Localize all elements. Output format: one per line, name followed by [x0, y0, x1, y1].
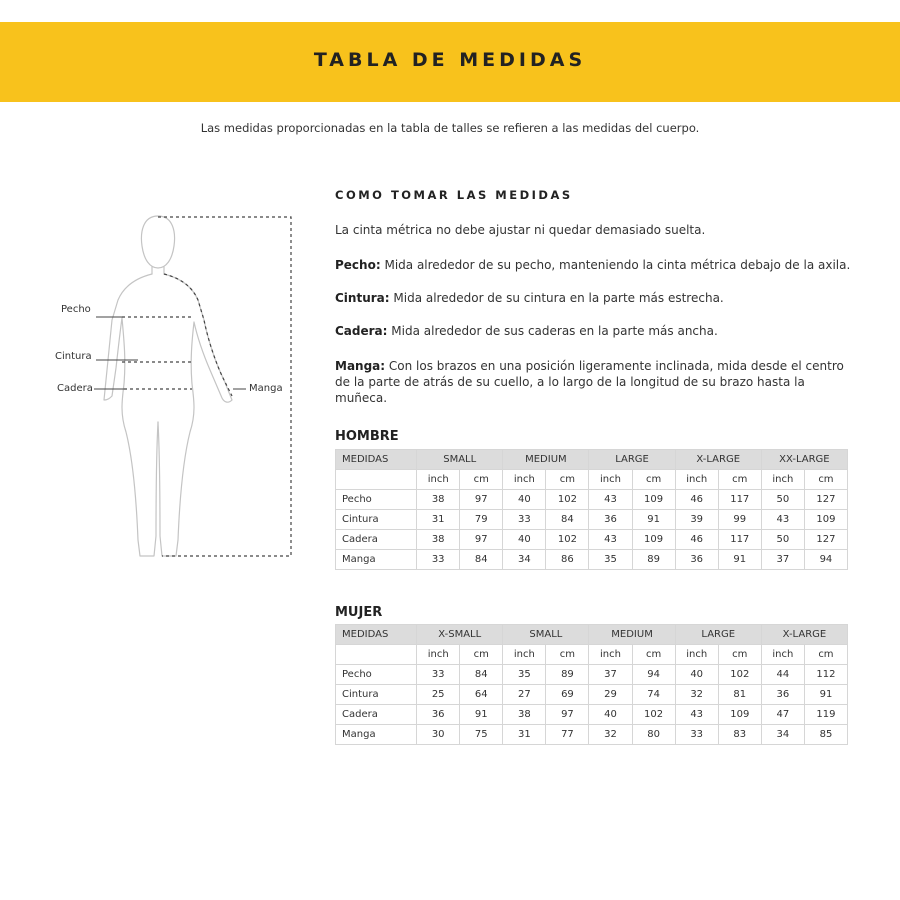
unit-label: cm: [804, 470, 847, 490]
table-cell: 27: [503, 685, 546, 705]
table-cell: 112: [804, 665, 847, 685]
table-cell: 35: [503, 665, 546, 685]
table-cell: 74: [632, 685, 675, 705]
table-cell: 99: [718, 510, 761, 530]
table-cell: 35: [589, 550, 632, 570]
row-label: Cadera: [336, 530, 417, 550]
table-cell: 50: [761, 490, 804, 510]
intro-text: Las medidas proporcionadas en la tabla de talles se refieren a las medidas del cuerpo.: [200, 121, 700, 135]
guide-item-pecho: [335, 257, 855, 273]
table-cell: 69: [546, 685, 589, 705]
table-cell: 38: [417, 530, 460, 550]
table-header-row: [336, 625, 848, 645]
row-label: Pecho: [336, 665, 417, 685]
table-cell: 43: [589, 490, 632, 510]
size-header: XX-LARGE: [761, 450, 847, 470]
table-cell: 34: [503, 550, 546, 570]
table-cell: 38: [417, 490, 460, 510]
table-header-row: [336, 450, 848, 470]
size-header: X-LARGE: [675, 450, 761, 470]
table-cell: 102: [718, 665, 761, 685]
table-cell: 75: [460, 725, 503, 745]
unit-label: cm: [546, 645, 589, 665]
table-cell: 33: [503, 510, 546, 530]
table-cell: 83: [718, 725, 761, 745]
guide-title: COMO TOMAR LAS MEDIDAS: [335, 188, 573, 202]
table-cell: 84: [546, 510, 589, 530]
guide-text: Mida alrededor de su pecho, manteniendo la cinta métrica debajo de la axila.: [384, 258, 851, 272]
table-cell: 36: [675, 550, 718, 570]
table-cell: 117: [718, 530, 761, 550]
table-cell: 37: [761, 550, 804, 570]
table-cell: 109: [718, 705, 761, 725]
size-header: LARGE: [589, 450, 675, 470]
table-row: [336, 510, 848, 530]
unit-label: inch: [675, 470, 718, 490]
table-cell: 33: [417, 550, 460, 570]
table-cell: 102: [546, 530, 589, 550]
table-cell: 79: [460, 510, 503, 530]
row-label: Cintura: [336, 685, 417, 705]
blank-cell: [336, 645, 417, 665]
guide-item-cadera: [335, 323, 855, 339]
unit-label: cm: [460, 645, 503, 665]
table-row: [336, 490, 848, 510]
guide-text: Mida alrededor de su cintura en la parte más estrecha.: [393, 291, 724, 305]
table-cell: 43: [589, 530, 632, 550]
unit-label: cm: [718, 645, 761, 665]
size-table-mujer: [335, 624, 848, 745]
unit-label: inch: [761, 470, 804, 490]
table-cell: 30: [417, 725, 460, 745]
table-cell: 43: [761, 510, 804, 530]
table-cell: 102: [546, 490, 589, 510]
size-header: MEDIUM: [589, 625, 675, 645]
table-row: [336, 530, 848, 550]
table-cell: 32: [589, 725, 632, 745]
table-cell: 33: [675, 725, 718, 745]
unit-label: inch: [503, 470, 546, 490]
table-cell: 31: [503, 725, 546, 745]
table-cell: 91: [804, 685, 847, 705]
unit-row: [336, 645, 848, 665]
page-title: TABLA DE MEDIDAS: [313, 49, 587, 71]
row-label: Pecho: [336, 490, 417, 510]
table-cell: 40: [589, 705, 632, 725]
guide-term: Cintura:: [335, 291, 390, 305]
table-cell: 91: [632, 510, 675, 530]
guide-text: Con los brazos en una posición ligeramente inclinada, mida desde el centro de la parte de atrás de su cuello, a lo largo de la longitud de su brazo hasta la muñeca.: [335, 359, 844, 405]
table-cell: 29: [589, 685, 632, 705]
unit-row: [336, 470, 848, 490]
size-table-hombre: [335, 449, 848, 570]
figure-label-manga: Manga: [249, 383, 283, 394]
table-cell: 127: [804, 490, 847, 510]
unit-label: cm: [546, 470, 589, 490]
table-row: [336, 725, 848, 745]
guide-note: La cinta métrica no debe ajustar ni quedar demasiado suelta.: [335, 223, 706, 237]
table-cell: 44: [761, 665, 804, 685]
table-cell: 86: [546, 550, 589, 570]
table-cell: 81: [718, 685, 761, 705]
size-header: SMALL: [417, 450, 503, 470]
table-cell: 109: [632, 530, 675, 550]
table-cell: 36: [589, 510, 632, 530]
guide-term: Cadera:: [335, 324, 388, 338]
table-row: [336, 705, 848, 725]
table-cell: 80: [632, 725, 675, 745]
table-cell: 91: [718, 550, 761, 570]
unit-label: cm: [632, 470, 675, 490]
table-cell: 50: [761, 530, 804, 550]
size-header: SMALL: [503, 625, 589, 645]
unit-label: cm: [460, 470, 503, 490]
table-cell: 47: [761, 705, 804, 725]
row-label: Cintura: [336, 510, 417, 530]
guide-text: Mida alrededor de sus caderas en la parte más ancha.: [391, 324, 718, 338]
size-header: MEDIUM: [503, 450, 589, 470]
table-cell: 85: [804, 725, 847, 745]
blank-cell: [336, 470, 417, 490]
guide-item-manga: [335, 358, 855, 406]
guide-term: Manga:: [335, 359, 386, 373]
table-cell: 43: [675, 705, 718, 725]
table-cell: 91: [460, 705, 503, 725]
size-header: X-SMALL: [417, 625, 503, 645]
table-cell: 102: [632, 705, 675, 725]
table-cell: 32: [675, 685, 718, 705]
unit-label: inch: [761, 645, 804, 665]
table-cell: 64: [460, 685, 503, 705]
table-cell: 36: [761, 685, 804, 705]
figure-label-cintura: Cintura: [55, 351, 92, 362]
table-cell: 31: [417, 510, 460, 530]
row-label: Manga: [336, 725, 417, 745]
table-cell: 94: [632, 665, 675, 685]
guide-item-cintura: [335, 290, 855, 306]
row-label: Manga: [336, 550, 417, 570]
table-cell: 40: [675, 665, 718, 685]
table-cell: 40: [503, 490, 546, 510]
table-cell: 37: [589, 665, 632, 685]
size-header: X-LARGE: [761, 625, 847, 645]
table-cell: 33: [417, 665, 460, 685]
unit-label: inch: [417, 645, 460, 665]
unit-label: inch: [589, 645, 632, 665]
table-title-mujer: MUJER: [335, 605, 383, 620]
table-cell: 39: [675, 510, 718, 530]
table-cell: 25: [417, 685, 460, 705]
table-cell: 46: [675, 490, 718, 510]
table-cell: 117: [718, 490, 761, 510]
unit-label: inch: [675, 645, 718, 665]
figure-label-pecho: Pecho: [61, 304, 91, 315]
header-measures: MEDIDAS: [336, 450, 417, 470]
table-cell: 89: [632, 550, 675, 570]
table-row: [336, 550, 848, 570]
table-cell: 97: [460, 490, 503, 510]
table-title-hombre: HOMBRE: [335, 429, 399, 444]
table-cell: 46: [675, 530, 718, 550]
table-cell: 34: [761, 725, 804, 745]
size-header: LARGE: [675, 625, 761, 645]
table-cell: 94: [804, 550, 847, 570]
table-cell: 109: [632, 490, 675, 510]
table-cell: 109: [804, 510, 847, 530]
table-cell: 36: [417, 705, 460, 725]
table-cell: 38: [503, 705, 546, 725]
table-cell: 97: [546, 705, 589, 725]
table-cell: 77: [546, 725, 589, 745]
unit-label: inch: [589, 470, 632, 490]
unit-label: cm: [632, 645, 675, 665]
table-cell: 84: [460, 665, 503, 685]
header-measures: MEDIDAS: [336, 625, 417, 645]
guide-term: Pecho:: [335, 258, 381, 272]
table-cell: 119: [804, 705, 847, 725]
table-row: [336, 665, 848, 685]
unit-label: inch: [417, 470, 460, 490]
unit-label: cm: [718, 470, 761, 490]
table-row: [336, 685, 848, 705]
unit-label: inch: [503, 645, 546, 665]
table-cell: 84: [460, 550, 503, 570]
row-label: Cadera: [336, 705, 417, 725]
figure-label-cadera: Cadera: [57, 383, 93, 394]
table-cell: 89: [546, 665, 589, 685]
body-figure: [40, 200, 300, 570]
table-cell: 97: [460, 530, 503, 550]
unit-label: cm: [804, 645, 847, 665]
table-cell: 127: [804, 530, 847, 550]
table-cell: 40: [503, 530, 546, 550]
